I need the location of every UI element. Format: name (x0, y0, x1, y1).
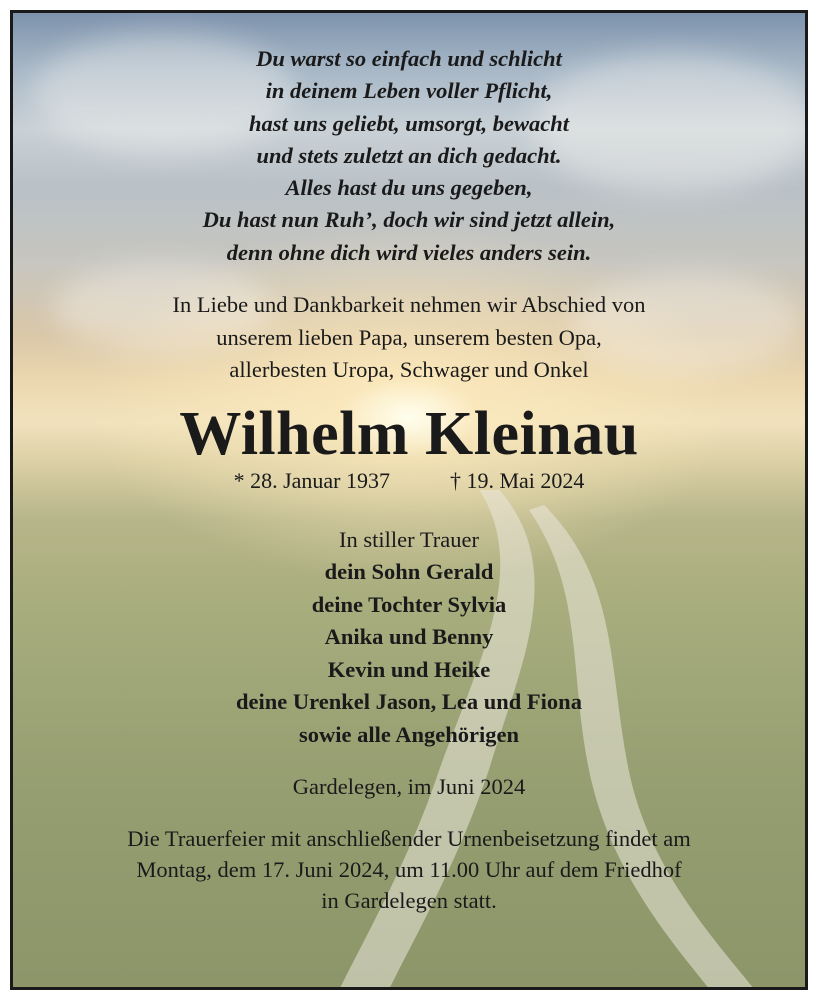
intro-line: In Liebe und Dankbarkeit nehmen wir Abschied von (172, 292, 646, 318)
birth-date: * 28. Januar 1937 (233, 467, 390, 493)
deceased-name: Wilhelm Kleinau (179, 399, 639, 468)
intro-line: unserem lieben Papa, unserem besten Opa, (216, 324, 602, 350)
ceremony-line: in Gardelegen statt. (321, 888, 497, 914)
mourner-name: deine Urenkel Jason, Lea und Fiona (236, 689, 582, 715)
ceremony-line: Die Trauerfeier mit anschließender Urnenbeisetzung findet am (127, 826, 691, 852)
mourner-name: Anika und Benny (324, 624, 494, 650)
poem-line: Alles hast du uns gegeben, (285, 175, 533, 201)
ceremony-line: Montag, dem 17. Juni 2024, um 11.00 Uhr auf dem Friedhof (136, 857, 682, 883)
obituary-notice (10, 10, 808, 990)
mourner-name: deine Tochter Sylvia (311, 591, 507, 617)
life-dates (13, 468, 805, 494)
poem-line: Du hast nun Ruh’, doch wir sind jetzt allein, (202, 207, 616, 233)
mourner-name: sowie alle Angehörigen (299, 721, 519, 747)
poem-line: hast uns geliebt, umsorgt, bewacht (248, 110, 570, 136)
farewell-intro (13, 289, 805, 387)
place-date: Gardelegen, im Juni 2024 (292, 774, 526, 800)
poem-line: in deinem Leben voller Pflicht, (265, 78, 553, 104)
intro-line: allerbesten Uropa, Schwager und Onkel (229, 357, 589, 383)
mourners-list (13, 524, 805, 752)
mourner-name: Kevin und Heike (327, 656, 491, 682)
poem-line: denn ohne dich wird vieles anders sein. (226, 239, 592, 265)
poem-line: und stets zuletzt an dich gedacht. (256, 142, 562, 168)
memorial-poem (13, 43, 805, 269)
mourner-name: dein Sohn Gerald (324, 559, 494, 585)
mourners-heading: In stiller Trauer (339, 526, 479, 552)
notice-text (13, 13, 805, 916)
death-date: † 19. Mai 2024 (449, 467, 585, 493)
poem-line: Du warst so einfach und schlicht (256, 46, 562, 71)
ceremony-info (13, 823, 805, 916)
